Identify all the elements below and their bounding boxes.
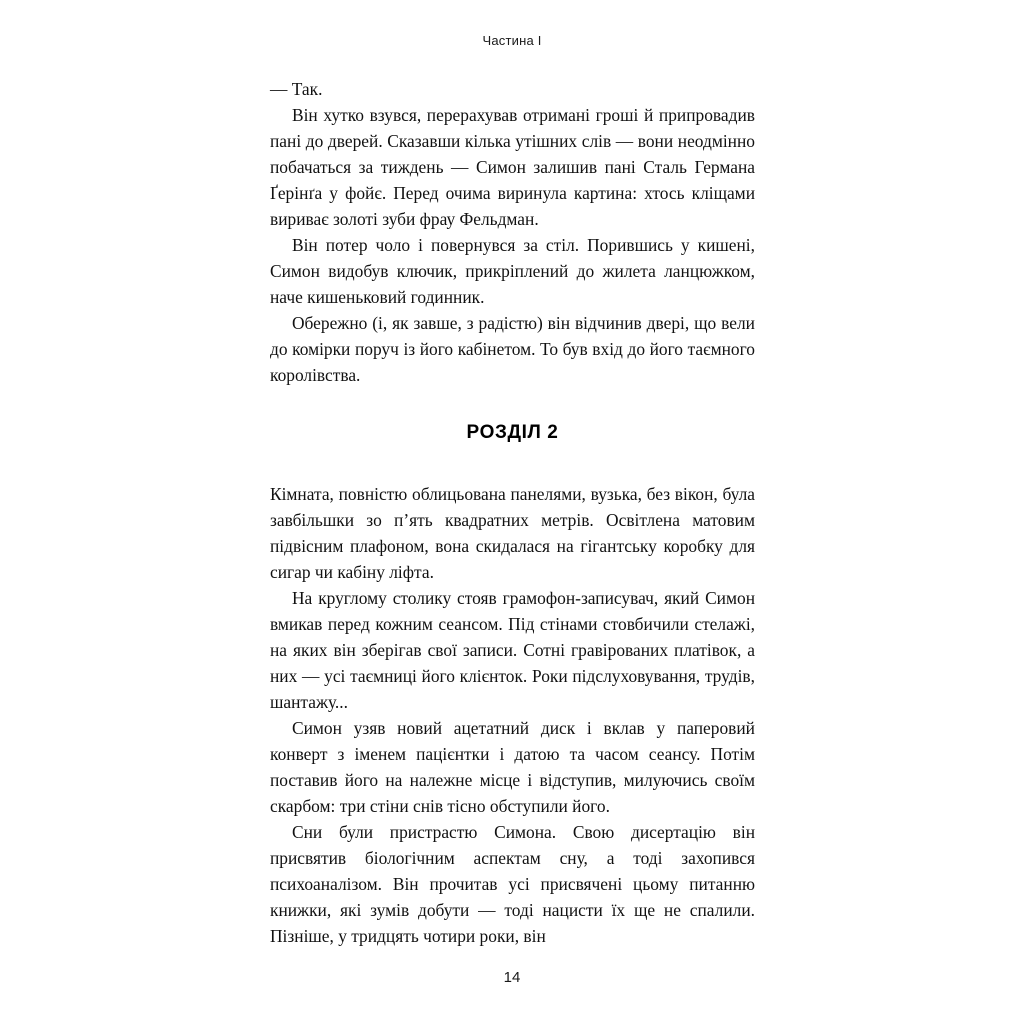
chapter-heading: РОЗДІЛ 2 (466, 422, 559, 443)
text-column (270, 76, 755, 949)
paragraph: Кімната, повністю облицьована панелями, вузька, без вікон, була завбільшки зо п’ять квадратних метрів. Освітлена матовим підвісним плафоном, вона скидалася на гігантську коробку для сигар чи кабіну ліфта. (270, 484, 755, 582)
spacer (270, 444, 755, 481)
paragraph: Він хутко взувся, перерахував отримані гроші й припровадив пані до дверей. Сказавши кілька утішних слів — вони неодмінно побачаться за тиждень — Симон залишив пані Сталь Германа Ґерінґа у фойє. Перед очима виринула картина: хтось кліщами вириває золоті зуби фрау Фельдман. (270, 105, 755, 229)
paragraph: Обережно (і, як завше, з радістю) він відчинив двері, що вели до комірки поруч із його кабінетом. То був вхід до його таємного королівства. (270, 313, 755, 385)
spacer (270, 388, 755, 422)
page-number: 14 (503, 969, 521, 986)
paragraph: На круглому столику стояв грамофон-записувач, який Симон вмикав перед кожним сеансом. Під стінами стовбичили стелажі, на яких він зберігав свої записи. Сотні гравірованих платівок, а них — усі таємниці його клієнток. Роки підслуховування, трудів, шантажу... (270, 588, 755, 712)
paragraph: Сни були пристрастю Симона. Свою дисертацію він присвятив біологічним аспектам сну, а тоді захопився психоаналізом. Він прочитав усі присвячені цьому питанню книжки, які зумів добути — тоді нацисти їх ще не спалили. Пізніше, у тридцять чотири роки, він (270, 822, 755, 946)
paragraph: — Так. (270, 79, 323, 99)
running-head: Частина I (482, 33, 542, 48)
paragraph: Симон узяв новий ацетатний диск і вклав у паперовий конверт з іменем пацієнтки і датою та часом сеансу. Потім поставив його на належне місце і відступив, милуючись своїм скарбом: три стіни снів тісно обступили його. (270, 718, 755, 816)
paragraph: Він потер чоло і повернувся за стіл. Порившись у кишені, Симон видобув ключик, прикріплений до жилета ланцюжком, наче кишеньковий годинник. (270, 235, 755, 307)
